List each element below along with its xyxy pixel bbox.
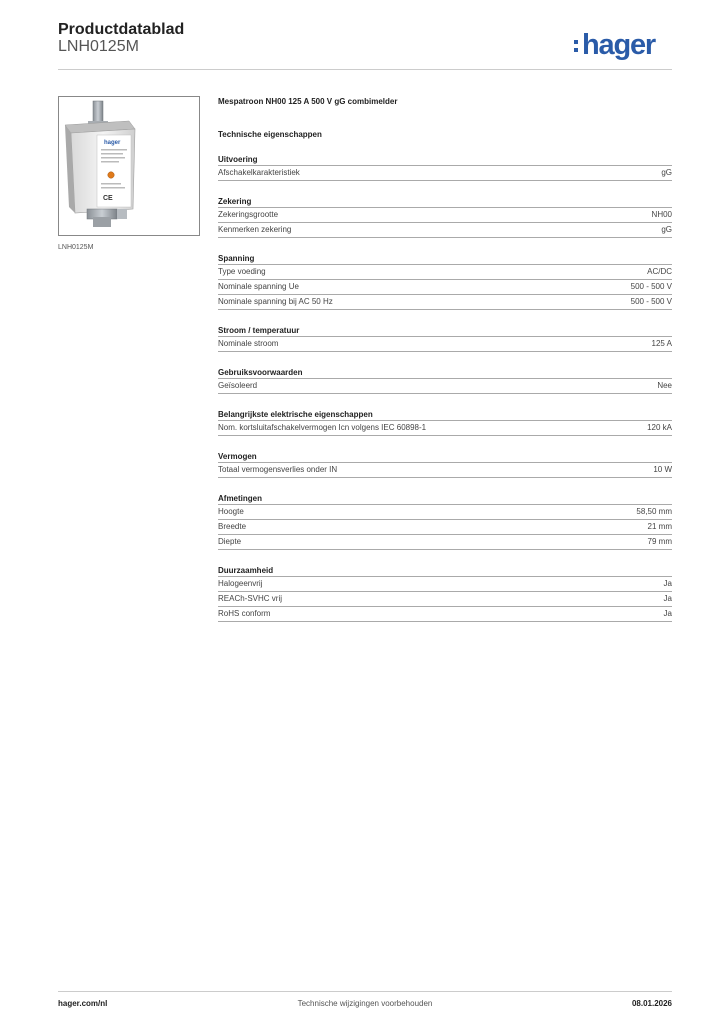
spec-value: 500 - 500 V xyxy=(630,282,672,291)
section-title: Technische eigenschappen xyxy=(218,130,322,139)
spec-label: Afschakelkarakteristiek xyxy=(218,168,300,177)
image-label-brand: hager xyxy=(104,140,121,146)
spec-row xyxy=(218,520,672,535)
spec-group-title: Vermogen xyxy=(218,451,672,463)
spec-label: Type voeding xyxy=(218,267,266,276)
spec-group-title: Zekering xyxy=(218,196,672,208)
spec-label: Totaal vermogensverlies onder IN xyxy=(218,465,338,474)
spec-group-title: Afmetingen xyxy=(218,493,672,505)
spec-row xyxy=(218,592,672,607)
product-image-frame xyxy=(58,96,200,236)
spec-group-title: Gebruiksvoorwaarden xyxy=(218,367,672,379)
spec-value: 79 mm xyxy=(647,537,672,546)
page-header xyxy=(58,20,672,70)
spec-row xyxy=(218,421,672,436)
spec-group xyxy=(218,196,672,238)
spec-value: Ja xyxy=(663,579,672,588)
spec-group-title: Spanning xyxy=(218,253,672,265)
spec-label: Hoogte xyxy=(218,507,244,516)
spec-value: Ja xyxy=(663,594,672,603)
spec-label: Nominale spanning Ue xyxy=(218,282,299,291)
spec-group-title: Uitvoering xyxy=(218,154,672,166)
document-title: Productdatablad xyxy=(58,21,185,38)
spec-value: AC/DC xyxy=(647,267,672,276)
spec-group xyxy=(218,493,672,550)
spec-row xyxy=(218,208,672,223)
product-specifications xyxy=(218,96,672,622)
spec-value: 10 W xyxy=(653,465,672,474)
footer-disclaimer: Technische wijzigingen voorbehouden xyxy=(297,999,433,1008)
spec-group-title: Belangrijkste elektrische eigenschappen xyxy=(218,409,672,421)
spec-label: Nominale spanning bij AC 50 Hz xyxy=(218,297,333,306)
spec-group xyxy=(218,451,672,478)
document-subtitle: LNH0125M xyxy=(58,38,139,55)
footer-date: 08.01.2026 xyxy=(631,999,672,1008)
spec-groups xyxy=(218,154,672,622)
spec-group xyxy=(218,409,672,436)
logo-dots-icon xyxy=(574,40,579,56)
spec-row xyxy=(218,295,672,310)
spec-label: Breedte xyxy=(218,522,247,531)
spec-label: RoHS conform xyxy=(218,609,271,618)
spec-row xyxy=(218,535,672,550)
spec-label: REACh-SVHC vrij xyxy=(218,594,283,603)
spec-label: Geïsoleerd xyxy=(218,381,258,390)
spec-label: Diepte xyxy=(218,537,242,546)
spec-value: 58,50 mm xyxy=(636,507,672,516)
image-caption: LNH0125M xyxy=(58,244,94,251)
spec-group xyxy=(218,253,672,310)
page-footer xyxy=(58,991,672,1016)
spec-value: gG xyxy=(661,168,672,177)
spec-row xyxy=(218,607,672,622)
spec-value: 500 - 500 V xyxy=(630,297,672,306)
spec-group xyxy=(218,154,672,181)
footer-website: hager.com/nl xyxy=(58,999,108,1008)
spec-row xyxy=(218,379,672,394)
spec-label: Halogeenvrij xyxy=(218,579,263,588)
logo-text: hager xyxy=(582,29,655,61)
hager-logo xyxy=(582,29,655,62)
spec-group xyxy=(218,367,672,394)
spec-row xyxy=(218,166,672,181)
fuse-product-image xyxy=(59,97,199,235)
spec-group-title: Duurzaamheid xyxy=(218,565,672,577)
spec-row xyxy=(218,577,672,592)
spec-group-title: Stroom / temperatuur xyxy=(218,325,672,337)
spec-label: Nom. kortsluitafschakelvermogen Icn volgens IEC 60898-1 xyxy=(218,423,427,432)
spec-label: Nominale stroom xyxy=(218,339,279,348)
spec-value: Ja xyxy=(663,609,672,618)
spec-value: 21 mm xyxy=(647,522,672,531)
spec-value: 120 kA xyxy=(647,423,672,432)
spec-value: Nee xyxy=(657,381,672,390)
spec-label: Kenmerken zekering xyxy=(218,225,292,234)
spec-row xyxy=(218,505,672,520)
image-label-ce-mark: CE xyxy=(103,195,113,202)
spec-value: gG xyxy=(661,225,672,234)
spec-row xyxy=(218,265,672,280)
spec-row xyxy=(218,337,672,352)
product-title: Mespatroon NH00 125 A 500 V gG combimelder xyxy=(218,97,398,106)
spec-group xyxy=(218,325,672,352)
spec-row xyxy=(218,463,672,478)
spec-group xyxy=(218,565,672,622)
spec-value: NH00 xyxy=(651,210,672,219)
spec-row xyxy=(218,280,672,295)
spec-row xyxy=(218,223,672,238)
spec-label: Zekeringsgrootte xyxy=(218,210,279,219)
spec-value: 125 A xyxy=(651,339,672,348)
